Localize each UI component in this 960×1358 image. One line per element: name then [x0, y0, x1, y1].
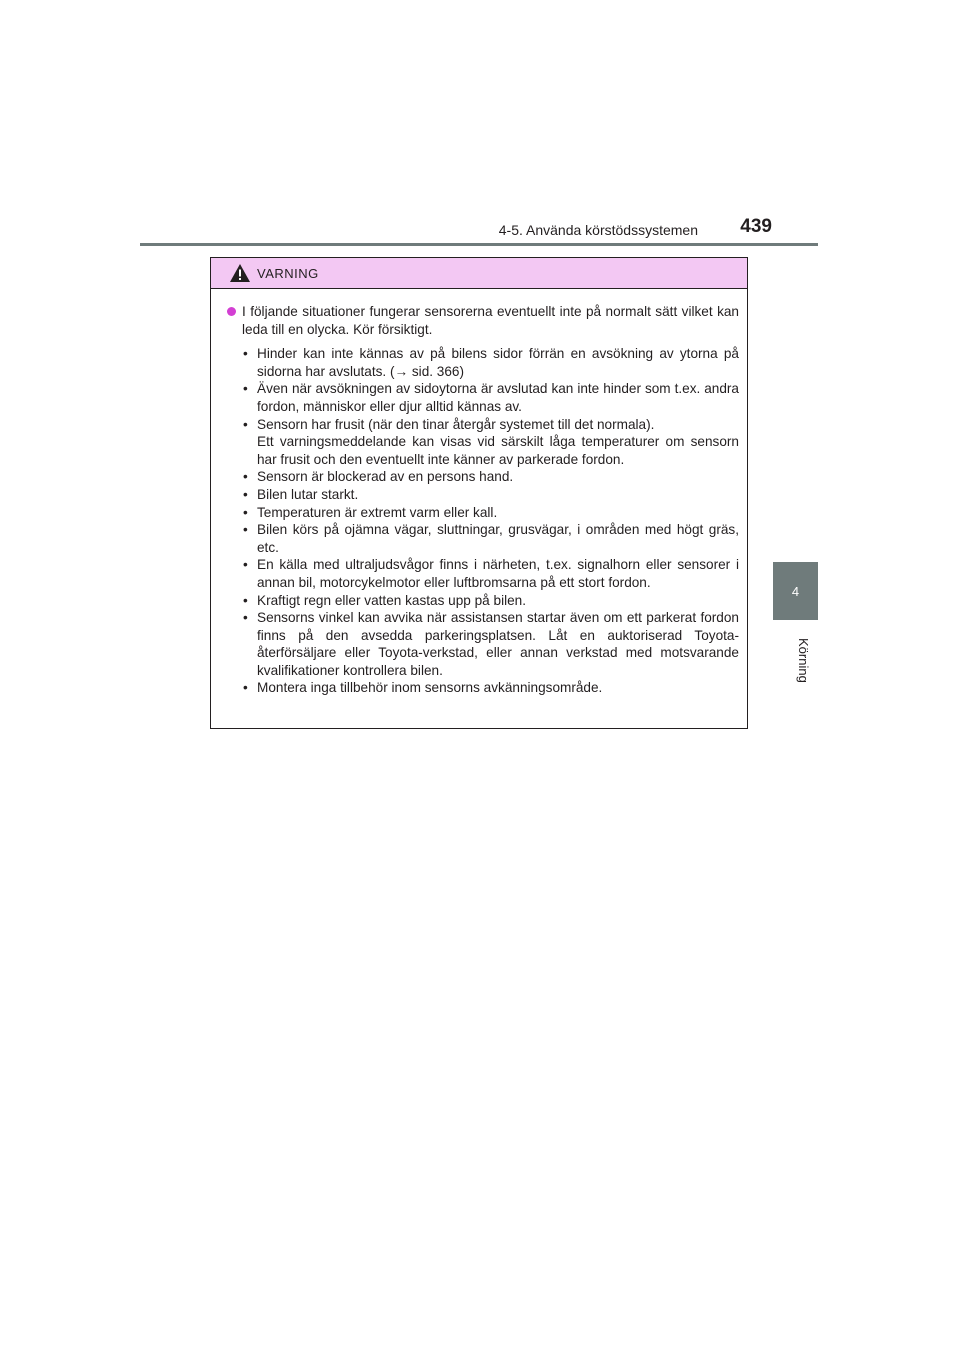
list-item-text: Montera inga tillbehör inom sensorns avkänningsområde. — [257, 680, 603, 696]
list-item — [243, 609, 739, 679]
warning-list — [227, 345, 739, 697]
list-item-text: En källa med ultraljudsvågor finns i närheten, t.ex. signalhorn eller sensorer i annan bil, motorcykelmotor eller luftbromsarna på ett stort fordon. — [257, 557, 739, 590]
warning-box — [210, 257, 748, 729]
chapter-number: 4 — [791, 583, 800, 599]
list-item-note: Ett varningsmeddelande kan visas vid särskilt låga temperaturer om sensorn har frusit och den eventuellt inte känner av parkerade fordon. — [257, 434, 739, 467]
list-item — [243, 345, 739, 380]
chapter-tab — [773, 562, 818, 620]
list-item-text: Bilen lutar starkt. — [257, 486, 359, 502]
list-item — [243, 679, 739, 697]
list-item — [243, 592, 739, 610]
list-item-text: Kraftigt regn eller vatten kastas upp på bilen. — [257, 592, 527, 608]
warning-header — [211, 258, 747, 289]
warning-body — [211, 289, 747, 697]
list-item — [243, 416, 739, 469]
header-divider — [140, 243, 818, 246]
warning-intro-text: I följande situationer fungerar sensorerna eventuellt inte på normalt sätt vilket kan leda till en olycka. Kör försiktigt. — [242, 304, 739, 337]
list-item-text: Sensorns vinkel kan avvika när assistansen startar även om ett parkerat fordon finns på den avsedda parkeringsplatsen. Låt en auktoriserad Toyota-återförsäljare eller Toyota-verkstad, eller annan verkstad med motsvarande kvalifikationer kontrollera bilen. — [257, 610, 739, 678]
page-number: 439 — [740, 216, 772, 237]
list-item-text: Även när avsökningen av sidoytorna är avslutad kan inte hinder som t.ex. andra fordon, människor eller djur alltid kännas av. — [257, 381, 739, 414]
bullet-dot-icon — [227, 307, 236, 316]
list-item-text: Hinder kan inte kännas av på bilens sidor förrän en avsökning av ytorna på sidorna har avslutats. (→ sid. 366) — [257, 346, 739, 379]
warning-title: VARNING — [257, 265, 319, 281]
section-title: 4-5. Använda körstödssystemen — [498, 222, 698, 238]
list-item — [243, 556, 739, 591]
list-item — [243, 380, 739, 415]
page-header — [140, 216, 818, 246]
list-item-text: Sensorn är blockerad av en persons hand. — [257, 469, 514, 485]
list-item — [243, 468, 739, 486]
warning-intro — [227, 303, 739, 338]
list-item — [243, 504, 739, 522]
chapter-label: Körning — [796, 637, 811, 683]
list-item-text: Temperaturen är extremt varm eller kall. — [257, 504, 498, 520]
warning-triangle-icon — [229, 263, 251, 283]
list-item-text: Bilen körs på ojämna vägar, sluttningar, grusvägar, i områden med högt gräs, etc. — [257, 522, 739, 555]
list-item — [243, 486, 739, 504]
list-item — [243, 521, 739, 556]
list-item-text: Sensorn har frusit (när den tinar återgår systemet till det normala). — [257, 416, 655, 432]
